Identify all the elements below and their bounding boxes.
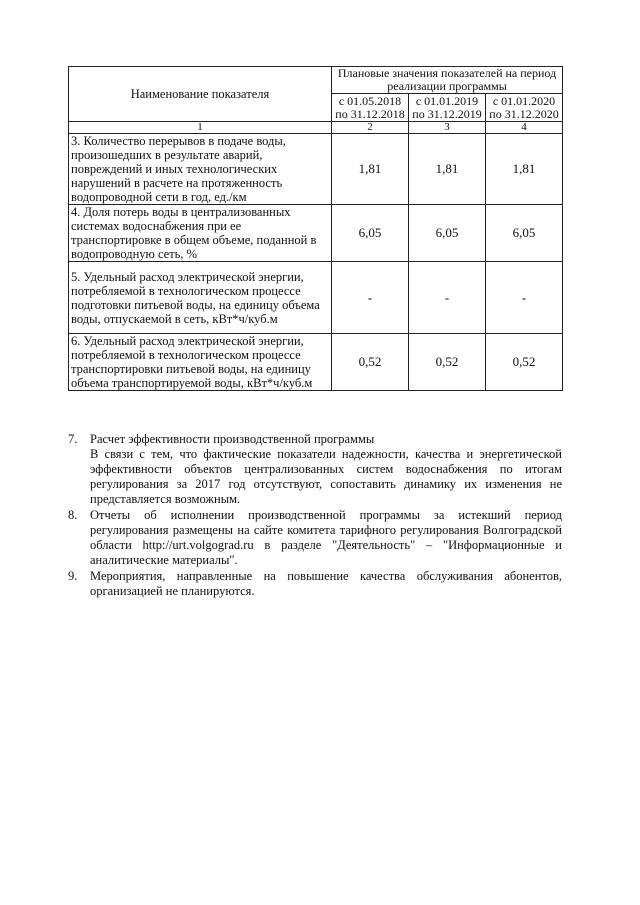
header-year-2019: с 01.01.2019 по 31.12.2019 [409, 94, 486, 122]
indicator-name: 3. Количество перерывов в подаче воды, произошедших в результате аварий, повреждений и иных технологических нарушений в расчете на протяженность водопроводной сети в год, ед./км [69, 134, 332, 205]
table-row [69, 334, 563, 391]
indicator-value: 0,52 [409, 334, 486, 391]
note-body: Отчеты об исполнении производственной программы за истекший период регулирования размещены на сайте комитета тарифного регулирования Волгоградской области http://urt.volgograd.ru в разделе "Деятельность" – "Информационные и аналитические материалы". [90, 508, 562, 567]
note-body: В связи с тем, что фактические показатели надежности, качества и энергетической эффективности объектов централизованных систем водоснабжения по итогам регулирования за 2017 год отсутствуют, сопоставить динамику их изменения не представляется возможным. [90, 447, 562, 506]
note-number: 9. [68, 569, 78, 583]
table-row [69, 134, 563, 205]
indicator-value: 1,81 [486, 134, 563, 205]
table-row [69, 262, 563, 334]
indicator-name: 4. Доля потерь воды в централизованных системах водоснабжения при ее транспортировке в общем объеме, поданной в водопроводную сеть, % [69, 205, 332, 262]
indicator-name: 5. Удельный расход электрической энергии, потребляемой в технологическом процессе подготовки питьевой воды, на единицу объема воды, отпускаемой в сеть, кВт*ч/куб.м [69, 262, 332, 334]
indicator-value: 0,52 [332, 334, 409, 391]
header-indicator-name: Наименование показателя [69, 67, 332, 122]
column-number: 4 [486, 122, 563, 134]
indicator-value: - [486, 262, 563, 334]
indicator-value: 0,52 [486, 334, 563, 391]
note-item-8 [68, 508, 562, 568]
indicator-name: 6. Удельный расход электрической энергии, потребляемой в технологическом процессе транспортировки питьевой воды, на единицу объема транспортируемой воды, кВт*ч/куб.м [69, 334, 332, 391]
column-number: 2 [332, 122, 409, 134]
indicator-value: 1,81 [409, 134, 486, 205]
indicators-table [68, 66, 563, 391]
table-row [69, 205, 563, 262]
indicator-value: - [409, 262, 486, 334]
header-year-2018: с 01.05.2018 по 31.12.2018 [332, 94, 409, 122]
note-title: Расчет эффективности производственной программы [90, 432, 375, 446]
column-number: 1 [69, 122, 332, 134]
indicator-value: 1,81 [332, 134, 409, 205]
note-number: 8. [68, 508, 78, 522]
column-number: 3 [409, 122, 486, 134]
note-item-9 [68, 569, 562, 599]
header-period-title: Плановые значения показателей на период реализации программы [332, 67, 563, 94]
note-item-7 [68, 432, 562, 507]
indicator-value: - [332, 262, 409, 334]
indicator-value: 6,05 [332, 205, 409, 262]
indicator-value: 6,05 [486, 205, 563, 262]
indicator-value: 6,05 [409, 205, 486, 262]
note-body: Мероприятия, направленные на повышение качества обслуживания абонентов, организацией не планируются. [90, 569, 562, 598]
column-number-row [69, 122, 563, 134]
numbered-notes [68, 432, 562, 600]
header-year-2020: с 01.01.2020 по 31.12.2020 [486, 94, 563, 122]
note-number: 7. [68, 432, 78, 446]
